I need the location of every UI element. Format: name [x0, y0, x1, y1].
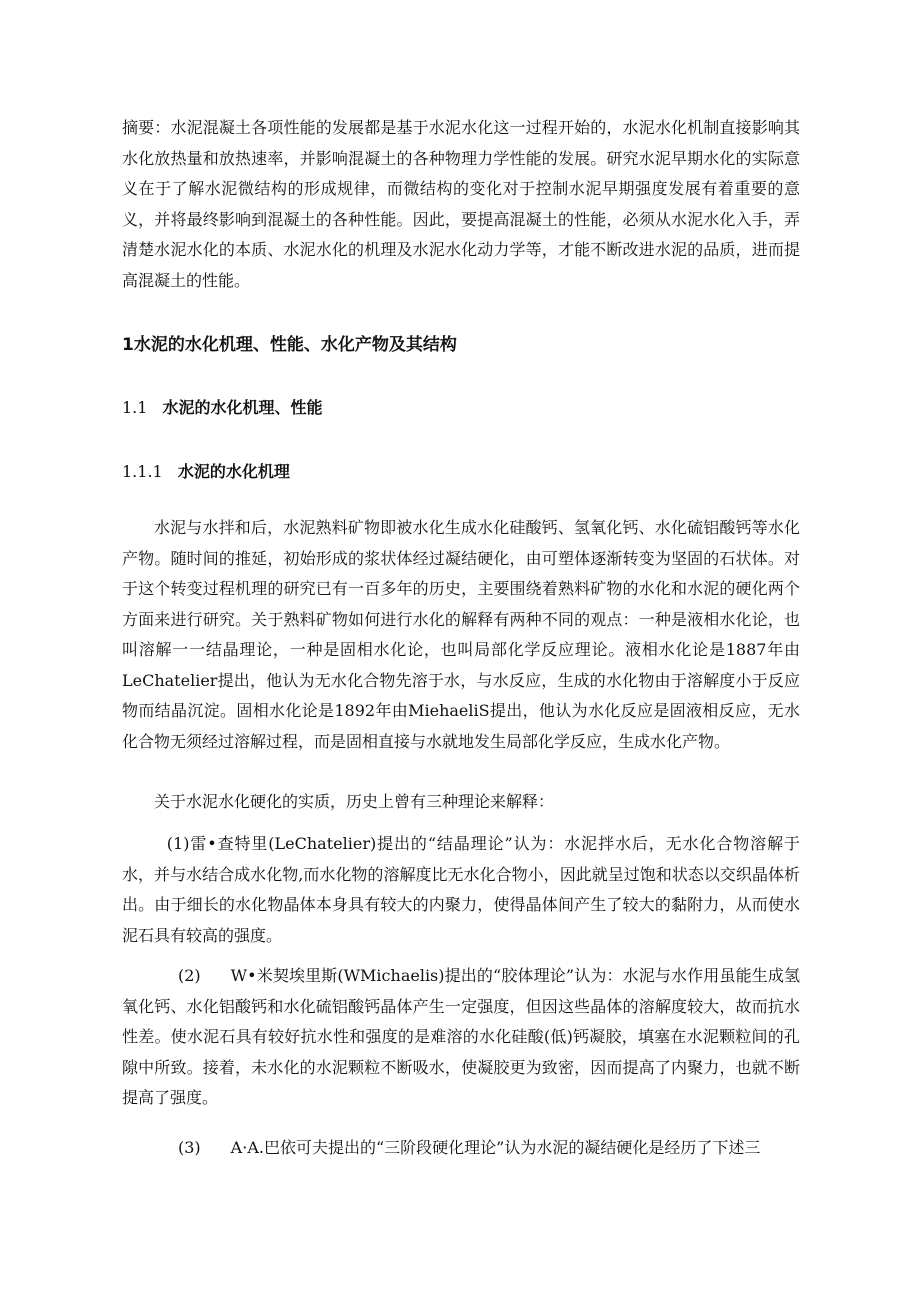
heading-title: 水泥的水化机理 — [177, 462, 290, 481]
body-paragraph-crystal-theory: (1)雷•查特里(LeChatelier)提出的“结晶理论”认为：水泥拌水后，无水化合物溶解于水，并与水结合成水化物,而水化物的溶解度比无水化合物小，因此就呈过饱和状态以交织晶体析出。由于细长的水化物晶体本身具有较大的内聚力，使得晶体间产生了较大的黏附力，从而使水泥石具有较高的强度。 — [122, 834, 800, 945]
list-number: (3) — [178, 1138, 201, 1157]
section-heading-1: 1水泥的水化机理、性能、水化产物及其结构 — [122, 335, 457, 355]
paragraph-text: A·A.巴依可夫提出的“三阶段硬化理论”认为水泥的凝结硬化是经历了下述三 — [230, 1138, 761, 1157]
section-heading-1-1-1 — [122, 460, 800, 484]
body-paragraph-three-stage-theory — [122, 1133, 800, 1164]
paragraph-text: W•米契埃里斯(WMichaelis)提出的“胶体理论”认为：水泥与水作用虽能生成氢氧化钙、水化铝酸钙和水化硫铝酸钙晶体产生一定强度，但因这些晶体的溶解度较大，故而抗水性差。使水泥石具有较好抗水性和强度的是难溶的水化硅酸(低)钙凝胶，填塞在水泥颗粒间的孔隙中所致。接着，未水化的水泥颗粒不断吸水，使凝胶更为致密，因而提高了内聚力，也就不断提高了强度。 — [122, 966, 800, 1107]
heading-title: 水泥的水化机理、性能 — [162, 398, 323, 417]
section-heading-1-1 — [122, 396, 800, 420]
body-paragraph-hydration-mechanism: 水泥与水拌和后，水泥熟料矿物即被水化生成水化硅酸钙、氢氧化钙、水化硫铝酸钙等水化产物。随时间的推延，初始形成的浆状体经过凝结硬化，由可塑体逐渐转变为坚固的石状体。对于这个转变过程机理的研究已有一百多年的历史，主要围绕着熟料矿物的水化和水泥的硬化两个方面来进行研究。关于熟料矿物如何进行水化的解释有两种不同的观点：一种是液相水化论，也叫溶解一一结晶理论，一种是固相水化论，也叫局部化学反应理论。液相水化论是1887年由LeChatelier提出，他认为无水化合物先溶于水，与水反应，生成的水化物由于溶解度小于反应物而结晶沉淀。固相水化论是1892年由MiehaeliS提出，他认为水化反应是固液相反应，无水化合物无须经过溶解过程，而是固相直接与水就地发生局部化学反应，生成水化产物。 — [122, 518, 800, 751]
body-paragraph-three-theories-intro: 关于水泥水化硬化的实质，历史上曾有三种理论来解释： — [154, 792, 555, 811]
body-paragraph-colloid-theory — [122, 961, 800, 1114]
abstract-paragraph: 摘要：水泥混凝土各项性能的发展都是基于水泥水化这一过程开始的，水泥水化机制直接影响其水化放热量和放热速率，并影响混凝土的各种物理力学性能的发展。研究水泥早期水化的实际意义在于了解水泥微结构的形成规律，而微结构的变化对于控制水泥早期强度发展有着重要的意义，并将最终影响到混凝土的各种性能。因此，要提高混凝土的性能，必须从水泥水化入手，弄清楚水泥水化的本质、水泥水化的机理及水泥水化动力学等，才能不断改进水泥的品质，进而提高混凝土的性能。 — [122, 118, 800, 290]
heading-number: 1.1 — [122, 398, 148, 417]
heading-number: 1.1.1 — [122, 462, 163, 481]
list-number: (2) — [178, 966, 201, 985]
